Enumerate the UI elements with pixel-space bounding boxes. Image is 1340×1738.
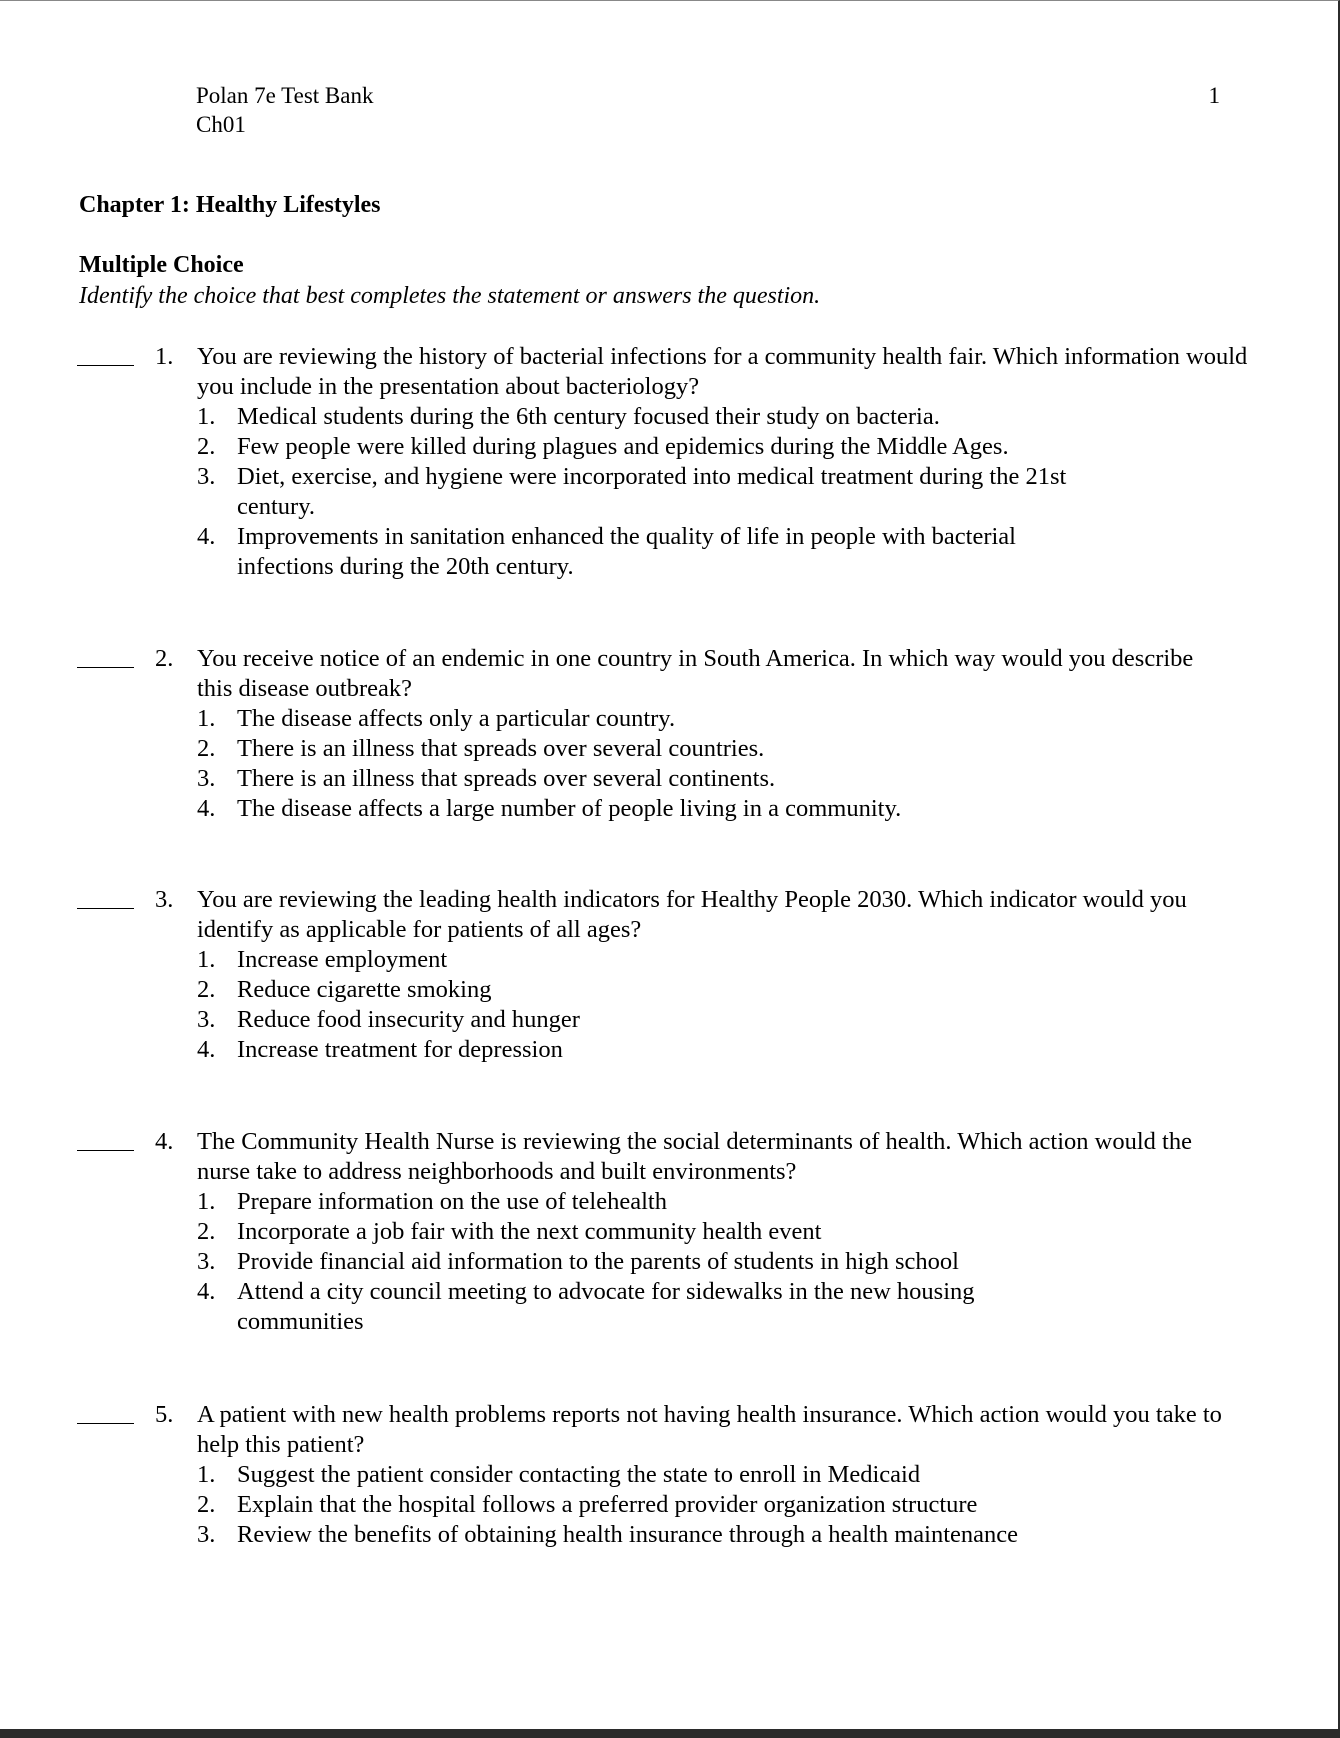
answer-option: [197, 1490, 1197, 1520]
option-number: 1.: [197, 705, 216, 732]
option-number: 3.: [197, 765, 216, 792]
question-number: 4.: [155, 1128, 174, 1155]
option-number: 1.: [197, 946, 216, 973]
option-number: 1.: [197, 403, 216, 430]
answer-option: [197, 945, 1197, 975]
option-number: 2.: [197, 1218, 216, 1245]
option-text: Increase treatment for depression: [237, 1036, 563, 1063]
option-number: 2.: [197, 976, 216, 1003]
option-number: 4.: [197, 1036, 216, 1063]
section-title: Multiple Choice: [79, 252, 244, 278]
question-number: 3.: [155, 886, 174, 913]
option-number: 4.: [197, 1278, 216, 1305]
option-text: The disease affects only a particular country.: [237, 705, 676, 732]
question-text: The Community Health Nurse is reviewing the social determinants of health. Which action would the nurse take to address neighborhoods and built environments?: [197, 1128, 1192, 1185]
option-text: Incorporate a job fair with the next community health event: [237, 1218, 822, 1245]
option-text: There is an illness that spreads over several countries.: [237, 735, 765, 762]
answer-option: [197, 975, 1197, 1005]
option-text: There is an illness that spreads over several continents.: [237, 765, 776, 792]
option-text: Reduce cigarette smoking: [237, 976, 492, 1003]
answer-options: [197, 704, 1197, 824]
answer-option: [197, 1187, 1197, 1217]
answer-option: [197, 704, 1197, 734]
answer-blank: [77, 644, 134, 674]
header-chapter-code: Ch01: [196, 112, 246, 137]
answer-option: [197, 402, 1197, 432]
option-text: Explain that the hospital follows a preferred provider organization structure: [237, 1491, 978, 1518]
option-number: 3.: [197, 1006, 216, 1033]
option-text: Few people were killed during plagues and epidemics during the Middle Ages.: [237, 433, 1009, 460]
answer-options: [197, 1460, 1197, 1550]
answer-option: [197, 794, 1197, 824]
option-number: 2.: [197, 735, 216, 762]
question-number: 1.: [155, 343, 174, 370]
header-title: Polan 7e Test Bank: [196, 83, 374, 108]
answer-option: [197, 1247, 1197, 1277]
option-number: 4.: [197, 795, 216, 822]
option-number: 2.: [197, 433, 216, 460]
question-number: 5.: [155, 1401, 174, 1428]
answer-option: [197, 1277, 1197, 1337]
chapter-title: Chapter 1: Healthy Lifestyles: [79, 192, 381, 218]
answer-option: [197, 522, 1197, 582]
answer-blank: [77, 885, 134, 915]
answer-options: [197, 1187, 1197, 1337]
page-header: [196, 81, 373, 139]
option-number: 4.: [197, 523, 216, 550]
answer-options: [197, 945, 1197, 1065]
answer-option: [197, 1035, 1197, 1065]
answer-blank: [77, 1127, 134, 1157]
answer-blank: [77, 342, 134, 372]
option-text: Reduce food insecurity and hunger: [237, 1006, 580, 1033]
option-text: Suggest the patient consider contacting the state to enroll in Medicaid: [237, 1461, 921, 1488]
option-text: Diet, exercise, and hygiene were incorporated into medical treatment during the 21st century.: [237, 463, 1067, 520]
option-text: Attend a city council meeting to advocate for sidewalks in the new housing communities: [237, 1278, 975, 1335]
question-number: 2.: [155, 645, 174, 672]
option-text: Medical students during the 6th century focused their study on bacteria.: [237, 403, 940, 430]
section-instructions: Identify the choice that best completes the statement or answers the question.: [79, 283, 821, 309]
option-number: 2.: [197, 1491, 216, 1518]
question-text: You are reviewing the history of bacterial infections for a community health fair. Which information would you include in the presentation about bacteriology?: [197, 343, 1248, 400]
answer-option: [197, 1217, 1197, 1247]
option-text: Review the benefits of obtaining health insurance through a health maintenance: [237, 1521, 1019, 1548]
option-text: Prepare information on the use of telehealth: [237, 1188, 667, 1215]
answer-option: [197, 432, 1197, 462]
question-text: A patient with new health problems reports not having health insurance. Which action would you take to help this patient?: [197, 1401, 1222, 1458]
option-text: The disease affects a large number of people living in a community.: [237, 795, 902, 822]
option-number: 1.: [197, 1188, 216, 1215]
option-number: 3.: [197, 1248, 216, 1275]
answer-blank: [77, 1400, 134, 1430]
question-text: You are reviewing the leading health indicators for Healthy People 2030. Which indicator would you identify as applicable for patients of all ages?: [197, 886, 1187, 943]
option-number: 3.: [197, 463, 216, 490]
answer-option: [197, 764, 1197, 794]
answer-options: [197, 402, 1197, 582]
answer-option: [197, 1520, 1197, 1550]
answer-option: [197, 1005, 1197, 1035]
option-text: Increase employment: [237, 946, 448, 973]
answer-option: [197, 1460, 1197, 1490]
answer-option: [197, 734, 1197, 764]
option-number: 1.: [197, 1461, 216, 1488]
answer-option: [197, 462, 1197, 522]
question-text: You receive notice of an endemic in one country in South America. In which way would you describe this disease outbreak?: [197, 645, 1194, 702]
option-text: Improvements in sanitation enhanced the quality of life in people with bacterial infections during the 20th century.: [237, 523, 1016, 580]
page-number: 1: [1208, 83, 1220, 108]
option-text: Provide financial aid information to the parents of students in high school: [237, 1248, 959, 1275]
option-number: 3.: [197, 1521, 216, 1548]
